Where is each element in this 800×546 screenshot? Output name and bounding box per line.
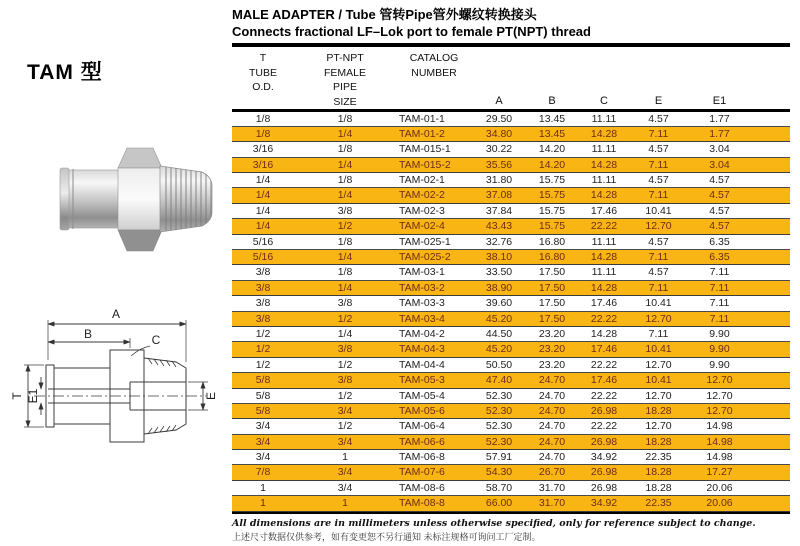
cell-tube: 3/16 (252, 143, 274, 156)
cell-b: 24.70 (538, 404, 566, 417)
cell-c: 17.46 (590, 204, 618, 217)
dim-label-c: C (151, 333, 161, 347)
cell-e1: 6.35 (709, 251, 730, 264)
cell-c: 14.28 (590, 251, 618, 264)
cell-a: 35.56 (485, 158, 513, 171)
cell-e1: 4.57 (709, 174, 730, 187)
cell-catalog: TAM-06-6 (399, 435, 445, 448)
cell-tube: 5/16 (252, 235, 274, 248)
cell-e: 18.28 (645, 435, 672, 448)
cell-e1: 12.70 (706, 374, 733, 387)
cell-e1: 9.90 (709, 327, 730, 340)
cell-tube: 1/2 (255, 343, 271, 356)
cell-pipe: 1/8 (337, 266, 353, 279)
row-spacer (752, 188, 790, 202)
cell-pipe: 1 (342, 497, 348, 510)
cell-c: 14.28 (590, 189, 618, 202)
cell-a: 29.50 (485, 112, 513, 125)
cell-a: 30.22 (485, 143, 513, 156)
cell-a: 66.00 (485, 497, 513, 510)
header-dim-a: A (495, 95, 503, 107)
cell-catalog: TAM-08-6 (399, 481, 445, 494)
footnote-english: All dimensions are in millimeters unless otherwise specified, only for reference subject to change. (232, 518, 756, 530)
cell-c: 34.92 (590, 497, 618, 510)
cell-e: 10.41 (645, 297, 672, 310)
row-spacer (752, 342, 790, 356)
cell-c: 26.98 (590, 404, 618, 417)
cell-pipe: 3/8 (337, 374, 353, 387)
cell-pipe: 1/8 (337, 174, 353, 187)
cell-e1: 9.90 (709, 358, 730, 371)
row-spacer (752, 281, 790, 295)
cell-a: 32.76 (485, 235, 513, 248)
cell-tube: 3/4 (255, 435, 271, 448)
row-spacer (752, 204, 790, 218)
cell-b: 17.50 (538, 266, 566, 279)
cell-a: 52.30 (485, 404, 513, 417)
cell-b: 24.70 (538, 389, 566, 402)
cell-b: 23.20 (538, 358, 566, 371)
page-subtitle: Connects fractional LF–Lok port to female PT(NPT) thread (232, 24, 591, 39)
cell-b: 15.75 (538, 220, 566, 233)
cell-c: 26.98 (590, 481, 618, 494)
table-row (232, 404, 790, 419)
table-row (232, 265, 790, 280)
cell-c: 11.11 (591, 235, 617, 248)
row-spacer (752, 250, 790, 264)
cell-catalog: TAM-02-4 (399, 220, 445, 233)
cell-c: 22.22 (590, 220, 618, 233)
cell-tube: 1/2 (255, 358, 271, 371)
cell-e: 7.11 (648, 281, 669, 294)
cell-pipe: 1/4 (337, 251, 353, 264)
cell-tube: 3/8 (255, 297, 271, 310)
cell-tube: 5/8 (255, 374, 271, 387)
header-tube-od: T TUBE O.D. (248, 52, 277, 93)
cell-a: 37.84 (485, 204, 513, 217)
cell-b: 16.80 (538, 251, 566, 264)
model-label: TAM 型 (27, 61, 103, 84)
cell-catalog: TAM-07-6 (399, 466, 445, 479)
cell-pipe: 1/2 (337, 358, 353, 371)
cell-b: 24.70 (538, 435, 566, 448)
cell-catalog: TAM-02-3 (399, 204, 445, 217)
cell-c: 22.22 (590, 358, 618, 371)
cell-c: 17.46 (590, 343, 618, 356)
cell-e: 22.35 (645, 497, 672, 510)
product-photo (56, 134, 218, 266)
cell-e1: 7.11 (709, 312, 730, 325)
table-row (232, 435, 790, 450)
table-row (232, 327, 790, 342)
cell-e1: 3.04 (709, 158, 730, 171)
cell-e1: 6.35 (709, 235, 730, 248)
header-catalog-number: CATALOG NUMBER (409, 52, 459, 79)
cell-a: 58.70 (485, 481, 513, 494)
table-row (232, 296, 790, 311)
cell-e: 12.70 (645, 358, 672, 371)
cell-e1: 4.57 (709, 189, 730, 202)
cell-pipe: 1/2 (337, 220, 353, 233)
table-row (232, 127, 790, 142)
cell-a: 47.40 (485, 374, 513, 387)
row-spacer (752, 389, 790, 403)
cell-e: 4.57 (648, 266, 669, 279)
cell-b: 24.70 (538, 374, 566, 387)
table-rows (232, 112, 790, 512)
row-spacer (752, 481, 790, 495)
cell-pipe: 1/8 (337, 143, 353, 156)
footnote-chinese: 上述尺寸数据仅供参考，如有变更恕不另行通知 未标注规格可询问工厂定制。 (232, 532, 541, 543)
cell-e1: 1.77 (709, 112, 730, 125)
cell-b: 17.50 (538, 297, 566, 310)
cell-b: 14.20 (538, 143, 566, 156)
cell-c: 22.22 (590, 389, 618, 402)
cell-e1: 14.98 (706, 435, 733, 448)
cell-tube: 3/8 (255, 266, 271, 279)
cell-tube: 5/8 (255, 389, 271, 402)
cell-a: 52.30 (485, 420, 513, 433)
row-spacer (752, 312, 790, 326)
cell-a: 45.20 (485, 343, 513, 356)
table-row (232, 173, 790, 188)
cell-c: 22.22 (590, 312, 618, 325)
row-spacer (752, 173, 790, 187)
row-spacer (752, 158, 790, 172)
cell-tube: 3/4 (255, 451, 271, 464)
cell-catalog: TAM-03-4 (399, 312, 445, 325)
header-dim-b: B (548, 95, 556, 107)
cell-e1: 4.57 (709, 204, 730, 217)
cell-tube: 3/8 (255, 312, 271, 325)
cell-e1: 14.98 (706, 451, 733, 464)
table-row (232, 481, 790, 496)
cell-tube: 3/16 (252, 158, 274, 171)
cell-e1: 20.06 (706, 497, 733, 510)
table-row (232, 373, 790, 388)
cell-a: 52.30 (485, 435, 513, 448)
table-row (232, 112, 790, 127)
row-spacer (752, 465, 790, 479)
cell-pipe: 1/4 (337, 189, 353, 202)
cell-e1: 7.11 (709, 281, 730, 294)
hex-nut (118, 148, 162, 168)
cell-a: 34.80 (485, 127, 513, 140)
cell-b: 24.70 (538, 420, 566, 433)
cell-e: 12.70 (645, 389, 672, 402)
cell-b: 15.75 (538, 204, 566, 217)
row-spacer (752, 419, 790, 433)
table-row (232, 496, 790, 511)
cell-e: 7.11 (648, 127, 669, 140)
cell-b: 24.70 (538, 451, 566, 464)
cell-catalog: TAM-025-2 (399, 251, 451, 264)
cell-tube: 1/4 (255, 204, 271, 217)
header-dim-e: E (654, 95, 663, 107)
cell-a: 33.50 (485, 266, 513, 279)
cell-catalog: TAM-05-6 (399, 404, 445, 417)
cell-a: 44.50 (485, 327, 513, 340)
cell-pipe: 3/4 (337, 466, 353, 479)
dim-label-a: A (111, 307, 121, 321)
table-row (232, 281, 790, 296)
cell-e: 4.57 (648, 143, 669, 156)
dim-label-e: E (204, 391, 218, 401)
cell-b: 13.45 (538, 127, 566, 140)
cell-c: 14.28 (590, 127, 618, 140)
cell-catalog: TAM-03-3 (399, 297, 445, 310)
cell-a: 43.43 (485, 220, 513, 233)
cell-tube: 5/8 (255, 404, 271, 417)
row-spacer (752, 327, 790, 341)
cell-e: 7.11 (648, 189, 669, 202)
cell-e1: 7.11 (709, 297, 730, 310)
cell-b: 31.70 (538, 497, 566, 510)
cell-tube: 1/4 (255, 189, 271, 202)
cell-pipe: 3/8 (337, 204, 353, 217)
row-spacer (752, 404, 790, 418)
cell-tube: 1/4 (255, 220, 271, 233)
cell-c: 11.11 (591, 174, 617, 187)
cell-e1: 1.77 (709, 127, 730, 140)
cell-catalog: TAM-04-3 (399, 343, 445, 356)
cell-a: 52.30 (485, 389, 513, 402)
cell-b: 23.20 (538, 343, 566, 356)
cell-pipe: 1/4 (337, 281, 353, 294)
cell-pipe: 1/4 (337, 127, 353, 140)
cell-catalog: TAM-01-1 (399, 112, 445, 125)
cell-pipe: 3/4 (337, 481, 353, 494)
cell-pipe: 1/4 (337, 327, 353, 340)
cell-a: 38.10 (485, 251, 513, 264)
row-spacer (752, 450, 790, 464)
cell-e1: 20.06 (706, 481, 733, 494)
cell-c: 17.46 (590, 374, 618, 387)
cell-b: 15.75 (538, 189, 566, 202)
cell-pipe: 3/4 (337, 404, 353, 417)
cell-catalog: TAM-015-2 (399, 158, 451, 171)
dim-label-e1: E1 (26, 388, 40, 404)
cell-e: 10.41 (645, 204, 672, 217)
cell-b: 13.45 (538, 112, 566, 125)
row-spacer (752, 296, 790, 310)
cell-catalog: TAM-06-4 (399, 420, 445, 433)
row-spacer (752, 435, 790, 449)
cell-pipe: 1/4 (337, 158, 353, 171)
header-pipe-size: PT-NPT FEMALE PIPE SIZE (323, 52, 366, 108)
cell-pipe: 3/4 (337, 435, 353, 448)
cell-b: 23.20 (538, 327, 566, 340)
cell-c: 14.28 (590, 327, 618, 340)
cell-catalog: TAM-025-1 (399, 235, 451, 248)
cell-pipe: 3/8 (337, 343, 353, 356)
cell-e: 22.35 (645, 451, 672, 464)
cell-e1: 14.98 (706, 420, 733, 433)
cell-catalog: TAM-05-3 (399, 374, 445, 387)
cell-catalog: TAM-08-8 (399, 497, 445, 510)
cell-a: 38.90 (485, 281, 513, 294)
cell-b: 14.20 (538, 158, 566, 171)
cell-tube: 1/8 (255, 112, 271, 125)
table-row (232, 358, 790, 373)
cell-a: 54.30 (485, 466, 513, 479)
cell-a: 45.20 (485, 312, 513, 325)
cell-e: 7.11 (648, 251, 669, 264)
cell-e: 12.70 (645, 420, 672, 433)
cell-pipe: 1/2 (337, 312, 353, 325)
cell-e: 12.70 (645, 312, 672, 325)
cell-c: 11.11 (591, 143, 617, 156)
table-row (232, 465, 790, 480)
cell-c: 26.98 (590, 466, 618, 479)
cell-catalog: TAM-03-1 (399, 266, 445, 279)
cell-b: 31.70 (538, 481, 566, 494)
cell-c: 34.92 (590, 451, 618, 464)
cell-tube: 7/8 (255, 466, 271, 479)
cell-e: 4.57 (648, 112, 669, 125)
cell-c: 14.28 (590, 158, 618, 171)
row-spacer (752, 265, 790, 279)
cell-b: 17.50 (538, 312, 566, 325)
cell-e: 7.11 (648, 158, 669, 171)
cell-pipe: 1/2 (337, 389, 353, 402)
header-dim-c: C (600, 95, 608, 107)
header-spacer (752, 47, 790, 109)
row-spacer (752, 496, 790, 510)
cell-catalog: TAM-015-1 (399, 143, 451, 156)
cell-a: 39.60 (485, 297, 513, 310)
cell-catalog: TAM-01-2 (399, 127, 445, 140)
cell-tube: 1/2 (255, 327, 271, 340)
cell-e1: 4.57 (709, 220, 730, 233)
row-spacer (752, 127, 790, 141)
table-row (232, 312, 790, 327)
cell-c: 26.98 (590, 435, 618, 448)
table-row (232, 235, 790, 250)
table-row (232, 188, 790, 203)
row-spacer (752, 358, 790, 372)
row-spacer (752, 373, 790, 387)
cell-tube: 1/4 (255, 174, 271, 187)
row-spacer (752, 219, 790, 233)
row-spacer (752, 112, 790, 126)
cell-e: 4.57 (648, 174, 669, 187)
row-spacer (752, 235, 790, 249)
spec-panel (232, 6, 790, 543)
cell-tube: 3/4 (255, 420, 271, 433)
cell-e: 18.28 (645, 466, 672, 479)
table-row (232, 342, 790, 357)
dim-label-t: T (10, 392, 24, 400)
cell-e1: 3.04 (709, 143, 730, 156)
cell-pipe: 1/2 (337, 420, 353, 433)
cell-catalog: TAM-03-2 (399, 281, 445, 294)
cell-catalog: TAM-04-2 (399, 327, 445, 340)
table-row (232, 419, 790, 434)
tube-end (68, 170, 120, 228)
cell-e: 10.41 (645, 343, 672, 356)
table-bottom-rule (232, 512, 790, 515)
table-row (232, 450, 790, 465)
cell-e: 7.11 (648, 327, 669, 340)
cell-e: 4.57 (648, 235, 669, 248)
table-row (232, 158, 790, 173)
cell-a: 57.91 (485, 451, 513, 464)
cell-a: 50.50 (485, 358, 513, 371)
cell-e: 18.28 (645, 481, 672, 494)
header-dim-e1: E1 (712, 95, 727, 107)
cell-e1: 12.70 (706, 389, 733, 402)
cell-e1: 17.27 (706, 466, 733, 479)
cell-tube: 1/8 (255, 127, 271, 140)
cell-tube: 1 (260, 497, 266, 510)
cell-catalog: TAM-05-4 (399, 389, 445, 402)
cell-e1: 7.11 (709, 266, 730, 279)
table-row (232, 142, 790, 157)
cell-c: 17.46 (590, 297, 618, 310)
cell-catalog: TAM-06-8 (399, 451, 445, 464)
row-spacer (752, 142, 790, 156)
cell-c: 14.28 (590, 281, 618, 294)
cell-e1: 12.70 (706, 404, 733, 417)
cell-catalog: TAM-02-1 (399, 174, 445, 187)
cell-catalog: TAM-04-4 (399, 358, 445, 371)
cell-e: 10.41 (645, 374, 672, 387)
cell-pipe: 1/8 (337, 235, 353, 248)
dim-label-b: B (83, 327, 93, 341)
cell-b: 26.70 (538, 466, 566, 479)
cell-pipe: 1/8 (337, 112, 353, 125)
cell-catalog: TAM-02-2 (399, 189, 445, 202)
cell-b: 15.75 (538, 174, 566, 187)
table-row (232, 204, 790, 219)
page-title: MALE ADAPTER / Tube 管转Pipe管外螺纹转换接头 (232, 7, 537, 22)
cell-tube: 3/8 (255, 281, 271, 294)
cell-tube: 5/16 (252, 251, 274, 264)
cell-a: 31.80 (485, 174, 513, 187)
cell-b: 17.50 (538, 281, 566, 294)
cell-c: 11.11 (591, 266, 617, 279)
cell-pipe: 1 (342, 451, 348, 464)
cell-b: 16.80 (538, 235, 566, 248)
table-row (232, 389, 790, 404)
table-row (232, 219, 790, 234)
table-header (232, 47, 790, 109)
cell-c: 22.22 (590, 420, 618, 433)
cell-tube: 1 (260, 481, 266, 494)
cell-e: 18.28 (645, 404, 672, 417)
cell-c: 11.11 (591, 112, 617, 125)
left-panel (0, 0, 230, 546)
dimension-drawing (10, 298, 222, 484)
cell-e1: 9.90 (709, 343, 730, 356)
table-row (232, 250, 790, 265)
cell-a: 37.08 (485, 189, 513, 202)
cell-e: 12.70 (645, 220, 672, 233)
cell-pipe: 3/8 (337, 297, 353, 310)
